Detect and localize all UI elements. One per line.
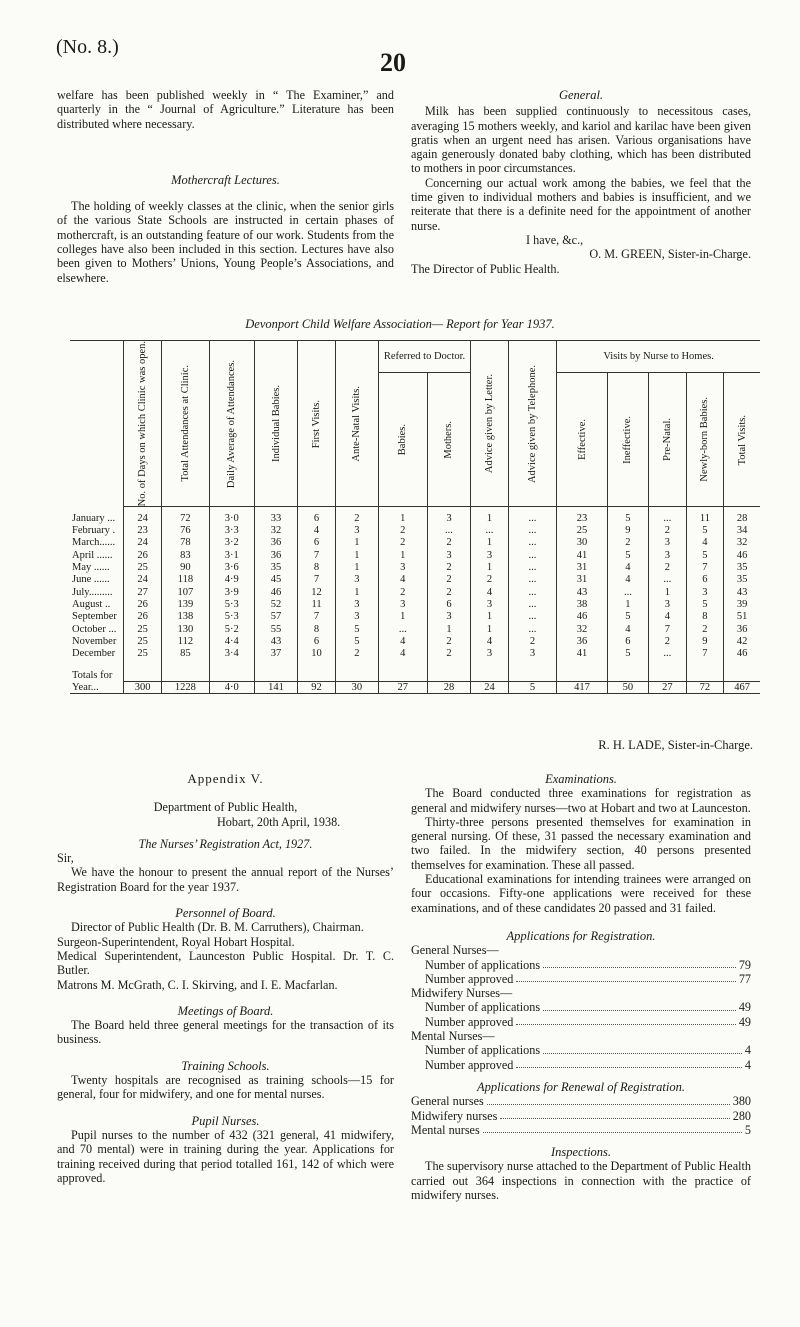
table-row xyxy=(70,562,760,574)
table-cell: 43 xyxy=(724,587,760,599)
totals-cell: 28 xyxy=(427,681,470,693)
table-cell: ... xyxy=(508,624,556,636)
row-month: November xyxy=(72,635,117,647)
row-month: August .. xyxy=(72,598,111,610)
table-cell: 6 xyxy=(298,537,336,549)
table-cell: 5·2 xyxy=(209,624,254,636)
col-header-referred: Referred to Doctor. xyxy=(378,341,470,373)
col-header-first-visits: First Visits. xyxy=(298,341,336,507)
table-cell: 3 xyxy=(649,599,687,611)
general-paragraph-2: Concerning our actual work among the babies, we feel that the time given to individual mothers and babies is insufficient, and we reiterate that there is a definite need for the appointment of another nurse. xyxy=(411,175,751,233)
table-cell: 1 xyxy=(471,611,509,623)
table-cell: 7 xyxy=(649,624,687,636)
place-date-line: Hobart, 20th April, 1938. xyxy=(217,814,341,829)
totals-cell: 5 xyxy=(508,681,556,693)
table-cell: ... xyxy=(508,587,556,599)
table-cell: 3 xyxy=(427,611,470,623)
closing-line: I have, &c., xyxy=(526,232,584,247)
table-cell: 45 xyxy=(254,574,297,586)
pupil-heading: Pupil Nurses. xyxy=(191,1113,260,1128)
left-column-bottom xyxy=(57,772,394,1185)
totals-cell: 92 xyxy=(298,681,336,693)
table-row xyxy=(70,599,760,611)
renewal-heading: Applications for Renewal of Registration. xyxy=(477,1079,685,1094)
table-cell: 107 xyxy=(162,587,210,599)
table-cell: 130 xyxy=(162,624,210,636)
totals-year-label: Year... xyxy=(70,681,124,693)
totals-cell: 27 xyxy=(378,681,427,693)
table-cell: 35 xyxy=(724,562,760,574)
table-cell: 32 xyxy=(557,624,608,636)
table-cell: 52 xyxy=(254,599,297,611)
col-header-days: No. of Days on which Clinic was open. xyxy=(124,341,162,507)
table-cell: 2 xyxy=(427,562,470,574)
table-cell: 1 xyxy=(335,537,378,549)
table-cell: 3 xyxy=(471,550,509,562)
table-cell: 3 xyxy=(649,550,687,562)
table-cell: 3 xyxy=(378,599,427,611)
table-cell: 36 xyxy=(724,624,760,636)
table-title: Devonport Child Welfare Association— Report for Year 1937. xyxy=(245,317,555,331)
col-header-advice-telephone: Advice given by Telephone. xyxy=(508,341,556,507)
list-line-renew-mental: Mental nurses 5 xyxy=(411,1122,751,1137)
mothercraft-heading: Mothercraft Lectures. xyxy=(171,172,280,187)
table-cell: 25 xyxy=(557,525,608,537)
list-line-men-apps: Number of applications 4 xyxy=(425,1043,751,1058)
table-cell: 8 xyxy=(298,624,336,636)
table-cell: 2 xyxy=(378,525,427,537)
meetings-paragraph: The Board held three general meetings for the transaction of its business. xyxy=(57,1018,394,1047)
table-cell: 1 xyxy=(471,537,509,549)
col-header-effective: Effective. xyxy=(557,373,608,507)
table-cell: 2 xyxy=(378,537,427,549)
table-cell: 46 xyxy=(724,550,760,562)
table-cell: 5 xyxy=(607,550,648,562)
table-cell: 4·9 xyxy=(209,574,254,586)
list-line-renew-midwifery: Midwifery nurses 280 xyxy=(411,1108,751,1123)
appendix-title: Appendix V. xyxy=(187,771,264,786)
table-cell: 41 xyxy=(557,550,608,562)
table-cell: 24 xyxy=(124,574,162,586)
table-cell: 1 xyxy=(378,513,427,525)
examinations-paragraph-3: Educational examinations for intending trainees were arranged on four occasions. Fifty-one applications were received for these examinations, and of these candidates 20 passed and 31 failed. xyxy=(411,872,751,915)
col-header-visits: Visits by Nurse to Homes. xyxy=(557,341,760,373)
intro-paragraph: welfare has been published weekly in “ The Examiner,” and quarterly in the “ Journal of Agriculture.” Literature has been distributed where necessary. xyxy=(57,88,394,131)
table-cell: 43 xyxy=(557,587,608,599)
list-line-mid-approved: Number approved 49 xyxy=(425,1014,751,1029)
table-cell: 3 xyxy=(335,611,378,623)
table-cell: 46 xyxy=(724,648,760,660)
table-cell: ... xyxy=(508,513,556,525)
table-cell: 3 xyxy=(427,550,470,562)
table-cell: 4 xyxy=(686,537,724,549)
table-cell: 5 xyxy=(686,525,724,537)
totals-cell: 417 xyxy=(557,681,608,693)
col-header-daily-average: Daily Average of Attendances. xyxy=(209,341,254,507)
table-cell: 2 xyxy=(427,648,470,660)
table-cell: 7 xyxy=(298,611,336,623)
totals-cell: 300 xyxy=(124,681,162,693)
table-cell: 2 xyxy=(427,587,470,599)
table-cell: 2 xyxy=(649,636,687,648)
table-cell: 3 xyxy=(686,587,724,599)
act-title: The Nurses’ Registration Act, 1927. xyxy=(138,836,313,851)
table-cell: 2 xyxy=(508,636,556,648)
table-cell: 3 xyxy=(471,599,509,611)
table-cell: 3·3 xyxy=(209,525,254,537)
table-cell: 76 xyxy=(162,525,210,537)
table-cell: 46 xyxy=(557,611,608,623)
col-header-ineffective: Ineffective. xyxy=(607,373,648,507)
inspections-heading: Inspections. xyxy=(550,1145,612,1160)
table-cell: 2 xyxy=(427,537,470,549)
table-cell: 37 xyxy=(254,648,297,660)
table-cell: 9 xyxy=(607,525,648,537)
list-line-mid-apps: Number of applications 49 xyxy=(425,1000,751,1015)
table-cell: 1 xyxy=(471,562,509,574)
mental-nurses-label: Mental Nurses— xyxy=(411,1029,495,1044)
right-column-bottom xyxy=(411,772,751,1202)
table-cell: 30 xyxy=(557,537,608,549)
table-cell: 23 xyxy=(124,525,162,537)
table-cell: 4 xyxy=(298,525,336,537)
table-cell: 4·4 xyxy=(209,636,254,648)
table-cell: 3 xyxy=(335,574,378,586)
list-line-gen-apps: Number of applications 79 xyxy=(425,957,751,972)
table-row xyxy=(70,611,760,623)
table-cell: 25 xyxy=(124,562,162,574)
table-cell: 6 xyxy=(298,636,336,648)
addressee: The Director of Public Health. xyxy=(411,261,560,276)
table-cell: 51 xyxy=(724,611,760,623)
table-cell: 2 xyxy=(335,513,378,525)
table-cell: 36 xyxy=(254,537,297,549)
totals-cell: 1228 xyxy=(162,681,210,693)
table-cell: 41 xyxy=(557,648,608,660)
table-row xyxy=(70,525,760,537)
table-cell: 31 xyxy=(557,562,608,574)
table-cell: 2 xyxy=(471,574,509,586)
midwifery-nurses-label: Midwifery Nurses— xyxy=(411,986,513,1001)
table-cell: 3·9 xyxy=(209,587,254,599)
list-line-renew-general: General nurses 380 xyxy=(411,1094,751,1109)
table-cell: 5 xyxy=(607,648,648,660)
col-header-individual-babies: Individual Babies. xyxy=(254,341,297,507)
table-row xyxy=(70,648,760,660)
table-cell: 5 xyxy=(686,599,724,611)
table-cell: 3 xyxy=(335,599,378,611)
table-cell: ... xyxy=(607,587,648,599)
table-cell: 32 xyxy=(254,525,297,537)
report-table xyxy=(70,340,760,694)
table-cell: 26 xyxy=(124,599,162,611)
mothercraft-paragraph: The holding of weekly classes at the clinic, when the senior girls of the various State Schools are instructed in certain phases of mothercraft, is an outstanding feature of our work. Students from the colleges have also been included in this section. Lectures have also been given to Mothers’ Unions, Young People’s Associations, and elsewhere. xyxy=(57,199,394,285)
table-cell: 1 xyxy=(335,562,378,574)
table-cell: 6 xyxy=(686,574,724,586)
meetings-heading: Meetings of Board. xyxy=(177,1003,274,1018)
table-cell: 3 xyxy=(335,525,378,537)
row-month: October ... xyxy=(72,623,117,635)
applications-heading: Applications for Registration. xyxy=(506,928,656,943)
row-month: March...... xyxy=(72,537,116,549)
table-cell: 6 xyxy=(298,513,336,525)
table-cell: 1 xyxy=(335,550,378,562)
table-row xyxy=(70,624,760,636)
training-heading: Training Schools. xyxy=(181,1058,270,1073)
general-heading: General. xyxy=(558,88,604,102)
general-paragraph-1: Milk has been supplied continuously to necessitous cases, averaging 15 mothers weekly, and kariol and karilac have been given gratis when an urgent need has arisen. Various organisations have again generously donated baby clothing, which has been distributed to mothers in poor circumstances. xyxy=(411,104,751,176)
totals-label: Totals for xyxy=(72,670,113,682)
table-cell: 43 xyxy=(254,636,297,648)
col-header-total-visits: Total Visits. xyxy=(724,373,760,507)
col-header-antenatal-visits: Ante-Natal Visits. xyxy=(335,341,378,507)
table-cell: 3 xyxy=(649,537,687,549)
table-cell: 35 xyxy=(254,562,297,574)
table-cell: 72 xyxy=(162,513,210,525)
list-line-men-approved: Number approved 4 xyxy=(425,1057,751,1072)
table-cell: 28 xyxy=(724,513,760,525)
table-cell: 10 xyxy=(298,648,336,660)
table-cell: 83 xyxy=(162,550,210,562)
table-cell: 4 xyxy=(378,648,427,660)
table-cell: 5·3 xyxy=(209,611,254,623)
table-cell: 4 xyxy=(378,574,427,586)
table-cell: 2 xyxy=(427,574,470,586)
opening-paragraph: We have the honour to present the annual report of the Nurses’ Registration Board for the year 1937. xyxy=(57,865,394,894)
table-cell: ... xyxy=(508,599,556,611)
row-month: July......... xyxy=(72,586,113,598)
table-cell: 34 xyxy=(724,525,760,537)
col-header-mothers: Mothers. xyxy=(427,373,470,507)
general-nurses-label: General Nurses— xyxy=(411,943,499,958)
row-month: April ...... xyxy=(72,549,113,561)
table-cell: 3 xyxy=(378,562,427,574)
table-cell: 78 xyxy=(162,537,210,549)
table-cell: 35 xyxy=(724,574,760,586)
table-cell: 5 xyxy=(335,636,378,648)
table-cell: 138 xyxy=(162,611,210,623)
table-cell: 8 xyxy=(686,611,724,623)
table-cell: ... xyxy=(649,513,687,525)
table-cell: ... xyxy=(471,525,509,537)
table-cell: 4 xyxy=(607,624,648,636)
table-cell: ... xyxy=(508,574,556,586)
totals-cell: 27 xyxy=(649,681,687,693)
totals-row xyxy=(70,681,760,693)
table-row xyxy=(70,574,760,586)
document-reference: (No. 8.) xyxy=(56,36,119,58)
table-cell: 3·0 xyxy=(209,513,254,525)
personnel-line-3: Medical Superintendent, Launceston Public Hospital. Dr. T. C. Butler. xyxy=(57,948,394,978)
table-cell: 33 xyxy=(254,513,297,525)
table-cell: 1 xyxy=(607,599,648,611)
table-cell: 2 xyxy=(649,525,687,537)
personnel-heading: Personnel of Board. xyxy=(175,906,276,921)
table-cell: 5 xyxy=(607,611,648,623)
table-cell: 31 xyxy=(557,574,608,586)
table-cell: 90 xyxy=(162,562,210,574)
table-cell: 5 xyxy=(686,550,724,562)
table-cell: 4 xyxy=(471,587,509,599)
totals-cell: 4·0 xyxy=(209,681,254,693)
table-cell: 85 xyxy=(162,648,210,660)
table-cell: ... xyxy=(427,525,470,537)
table-cell: 1 xyxy=(335,587,378,599)
signature-lade: R. H. LADE, Sister-in-Charge. xyxy=(598,738,753,752)
row-month: February . xyxy=(72,525,116,537)
table-cell: 5·3 xyxy=(209,599,254,611)
table-cell: 6 xyxy=(427,599,470,611)
table-cell: 55 xyxy=(254,624,297,636)
table-cell: 5 xyxy=(607,513,648,525)
table-cell: 7 xyxy=(298,574,336,586)
table-cell: 3 xyxy=(427,513,470,525)
table-cell: ... xyxy=(649,648,687,660)
table-cell: 7 xyxy=(686,562,724,574)
table-cell: 36 xyxy=(557,636,608,648)
salutation: Sir, xyxy=(57,851,74,866)
table-cell: 24 xyxy=(124,537,162,549)
row-month: September xyxy=(72,611,117,623)
table-row xyxy=(70,513,760,525)
table-cell: 2 xyxy=(607,537,648,549)
examinations-paragraph-2: Thirty-three persons presented themselves for examination in general nursing. Of these, 31 passed the necessary examination and two failed. In the midwifery section, 40 persons presented themselves for examination. These all passed. xyxy=(411,814,751,872)
training-paragraph: Twenty hospitals are recognised as training schools—15 for general, four for midwifery, and one for mental nurses. xyxy=(57,1073,394,1102)
table-cell: 2 xyxy=(378,587,427,599)
table-cell: 139 xyxy=(162,599,210,611)
row-month: June ...... xyxy=(72,574,110,586)
table-cell: 26 xyxy=(124,550,162,562)
table-cell: 118 xyxy=(162,574,210,586)
table-cell: 9 xyxy=(686,636,724,648)
table-cell: ... xyxy=(649,574,687,586)
table-cell: 7 xyxy=(686,648,724,660)
table-cell: 3·6 xyxy=(209,562,254,574)
table-row xyxy=(70,537,760,549)
table-cell: 2 xyxy=(335,648,378,660)
table-cell: 11 xyxy=(298,599,336,611)
table-cell: 2 xyxy=(427,636,470,648)
totals-cell: 30 xyxy=(335,681,378,693)
table-cell: 4 xyxy=(378,636,427,648)
table-cell: 4 xyxy=(471,636,509,648)
col-header-advice-letter: Advice given by Letter. xyxy=(471,341,509,507)
table-cell: 1 xyxy=(471,513,509,525)
table-row xyxy=(70,550,760,562)
table-cell: 46 xyxy=(254,587,297,599)
table-cell: 112 xyxy=(162,636,210,648)
pupil-paragraph: Pupil nurses to the number of 432 (321 general, 41 midwifery, and 70 mental) were in training during the year. Applications for training received during that period totalled 161, 142 of which were approved. xyxy=(57,1127,394,1185)
table-cell: 23 xyxy=(557,513,608,525)
personnel-line-2: Surgeon-Superintendent, Royal Hobart Hospital. xyxy=(57,934,295,949)
table-cell: ... xyxy=(508,562,556,574)
table-cell: 3 xyxy=(508,648,556,660)
table-cell: 32 xyxy=(724,537,760,549)
row-month: December xyxy=(72,648,116,660)
col-header-babies: Babies. xyxy=(378,373,427,507)
row-month: January ... xyxy=(72,512,116,524)
table-cell: 42 xyxy=(724,636,760,648)
table-cell: 3·1 xyxy=(209,550,254,562)
table-cell: 3 xyxy=(471,648,509,660)
department-line: Department of Public Health, xyxy=(153,800,298,815)
page-number: 20 xyxy=(380,48,406,77)
table-cell: 1 xyxy=(471,624,509,636)
table-cell: 57 xyxy=(254,611,297,623)
table-row xyxy=(70,636,760,648)
table-cell: ... xyxy=(508,550,556,562)
table-cell: 3·2 xyxy=(209,537,254,549)
col-header-newborn: Newly-born Babies. xyxy=(686,373,724,507)
table-cell: 36 xyxy=(254,550,297,562)
table-cell: 27 xyxy=(124,587,162,599)
totals-cell: 467 xyxy=(724,681,760,693)
totals-cell: 141 xyxy=(254,681,297,693)
table-cell: 1 xyxy=(378,611,427,623)
table-cell: 25 xyxy=(124,636,162,648)
list-line-gen-approved: Number approved 77 xyxy=(425,971,751,986)
table-cell: 4 xyxy=(607,562,648,574)
table-cell: ... xyxy=(508,525,556,537)
table-cell: ... xyxy=(508,611,556,623)
totals-cell: 50 xyxy=(607,681,648,693)
table-cell: 38 xyxy=(557,599,608,611)
col-header-total-attendances: Total Attendances at Clinic. xyxy=(162,341,210,507)
left-column-top xyxy=(57,88,394,285)
table-cell: 11 xyxy=(686,513,724,525)
table-cell: 5 xyxy=(335,624,378,636)
table-cell: 26 xyxy=(124,611,162,623)
signature-green: O. M. GREEN, Sister-in-Charge. xyxy=(589,247,751,262)
table-cell: 24 xyxy=(124,513,162,525)
examinations-paragraph-1: The Board conducted three examinations for registration as general and midwifery nurses—two at Hobart and two at Launceston. xyxy=(411,786,751,815)
table-cell: 12 xyxy=(298,587,336,599)
table-cell: 4 xyxy=(649,611,687,623)
table-cell: 1 xyxy=(649,587,687,599)
table-body xyxy=(70,513,760,661)
personnel-line-4: Matrons M. McGrath, C. I. Skirving, and I. E. Macfarlan. xyxy=(57,977,338,992)
personnel-line-1: Director of Public Health (Dr. B. M. Carruthers), Chairman. xyxy=(71,920,364,935)
table-cell: 1 xyxy=(378,550,427,562)
totals-cell: 72 xyxy=(686,681,724,693)
table-cell: ... xyxy=(508,537,556,549)
table-cell: 39 xyxy=(724,599,760,611)
table-cell: 2 xyxy=(649,562,687,574)
examinations-heading: Examinations. xyxy=(545,772,617,786)
corner-cell xyxy=(70,341,124,507)
totals-cell: 24 xyxy=(471,681,509,693)
table-cell: 1 xyxy=(427,624,470,636)
table-row xyxy=(70,587,760,599)
table-cell: 3·4 xyxy=(209,648,254,660)
table-cell: ... xyxy=(378,624,427,636)
col-header-prenatal: Pre-Natal. xyxy=(649,373,687,507)
table-cell: 6 xyxy=(607,636,648,648)
table-cell: 25 xyxy=(124,624,162,636)
table-cell: 25 xyxy=(124,648,162,660)
totals-row-label xyxy=(70,670,760,681)
table-cell: 4 xyxy=(607,574,648,586)
right-column-top xyxy=(411,88,751,276)
inspections-paragraph: The supervisory nurse attached to the Department of Public Health carried out 364 inspections in connection with the practice of midwifery nurses. xyxy=(411,1159,751,1203)
row-month: May ...... xyxy=(72,562,110,574)
table-cell: 2 xyxy=(686,624,724,636)
table-cell: 7 xyxy=(298,550,336,562)
table-cell: 8 xyxy=(298,562,336,574)
